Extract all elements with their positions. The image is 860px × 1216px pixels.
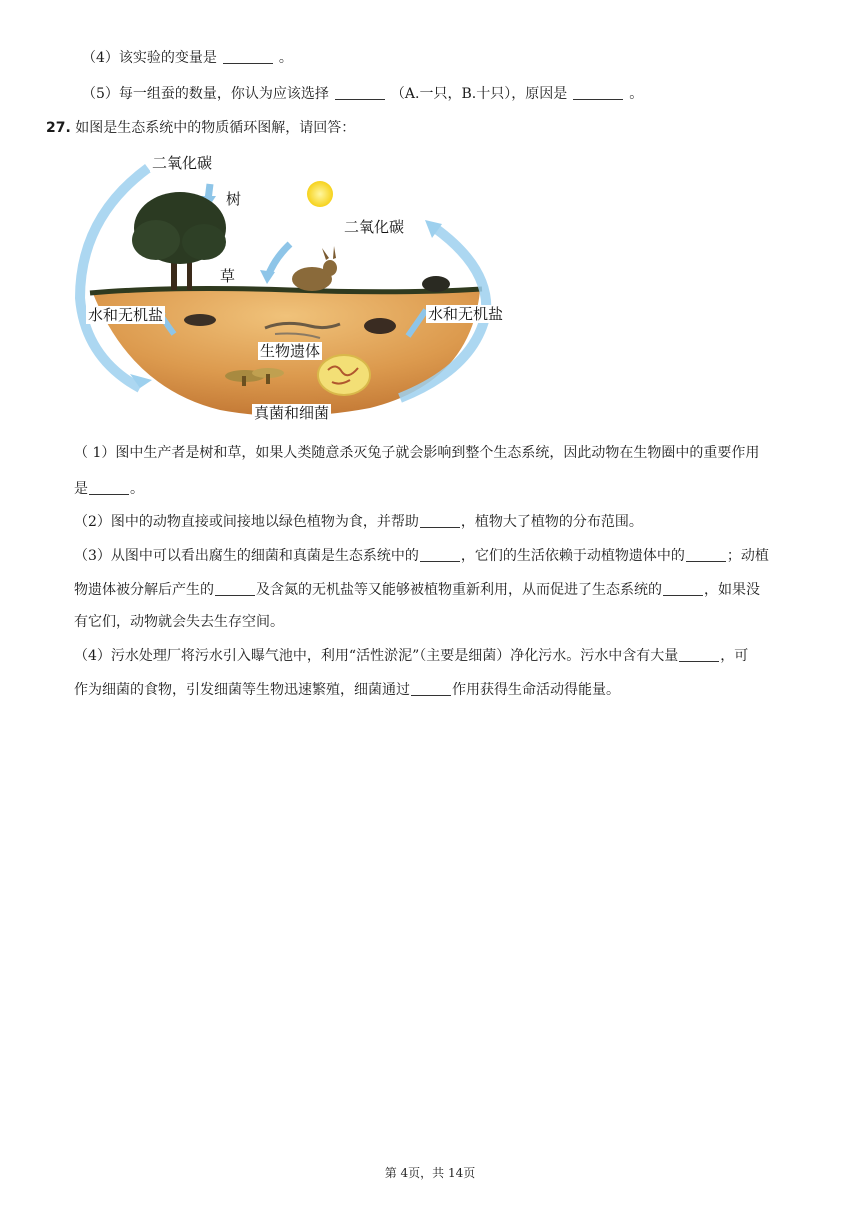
q26-part4: （4）该实验的变量是 。 [82,50,293,66]
q27-stem: 27. 如图是生态系统中的物质循环图解，请回答： [46,120,356,136]
q27-part2: （2）图中的动物直接或间接地以绿色植物为食，并帮助 ，植物大了植物的分布范围。 [74,514,643,530]
answer-blank [420,547,460,562]
answer-blank [686,547,726,562]
q27-part3-line3: 有它们，动物就会失去生存空间。 [74,614,284,630]
answer-blank [663,581,703,596]
q27-part4-line1: （4）污水处理厂将污水引入曝气池中，利用“活性淤泥”（主要是细菌）净化污水。污水中含有大量 ，可 [74,648,749,664]
q27-part3-line1: （3）从图中可以看出腐生的细菌和真菌是生态系统中的 ，它们的生活依赖于动植物遗体中的 ；动植 [74,548,769,564]
page-footer: 第 4页，共 14页 [384,1166,476,1180]
answer-blank [573,85,623,100]
label-fungi-bacteria: 真菌和细菌 [254,404,330,422]
q27-part1-line2: 是 。 [74,481,144,497]
answer-blank [89,480,129,495]
label-remains: 生物遗体 [260,342,321,360]
label-water-right: 水和无机盐 [428,305,504,323]
label-grass: 草 [220,267,236,285]
label-co2-top: 二氧化碳 [152,154,213,172]
question-number: 27. [46,120,71,136]
answer-blank [223,49,273,64]
ecosystem-illustration [70,148,510,430]
label-water-left: 水和无机盐 [88,306,164,324]
q27-part3-line2: 物遗体被分解后产生的 及含氮的无机盐等又能够被植物重新利用，从而促进了生态系统的 ，如果没 [74,582,760,598]
answer-blank [215,581,255,596]
q27-part4-line2: 作为细菌的食物，引发细菌等生物迅速繁殖，细菌通过 作用获得生命活动得能量。 [74,682,620,698]
q27-part1-line1: （ 1）图中生产者是树和草，如果人类随意杀灭兔子就会影响到整个生态系统，因此动物在生物圈中的重要作用 [74,445,760,461]
label-co2-right: 二氧化碳 [344,218,405,236]
answer-blank [679,647,719,662]
answer-blank [411,681,451,696]
answer-blank [335,85,385,100]
answer-blank [420,513,460,528]
q26-part5: （5）每一组蚕的数量，你认为应该选择 （A.一只，B.十只），原因是 。 [82,86,644,102]
material-cycle-figure [70,148,510,430]
label-tree: 树 [226,190,242,208]
